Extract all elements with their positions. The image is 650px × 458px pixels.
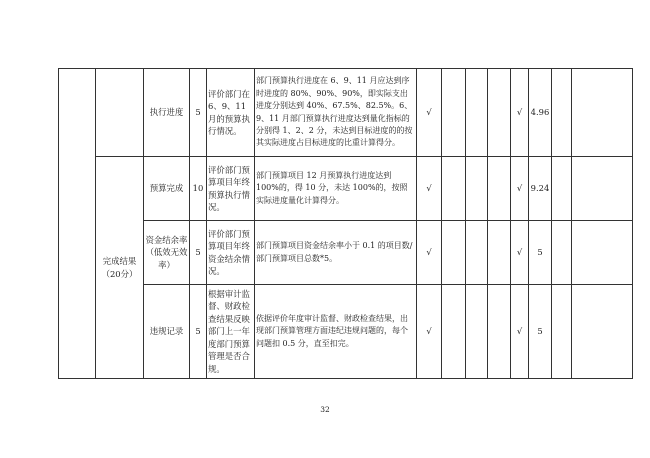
score-cell: 5 <box>190 69 207 157</box>
content-cell: 评价部门在6、9、11月的预算执行情况。 <box>207 69 255 157</box>
empty-cell <box>572 69 633 157</box>
standard-cell: 部门预算执行进度在 6、9、11 月应达到序时进度的 80%、90%、90%，即实际支出进度分别达到 40%、67.5%、82.5%。6、9、11 月部门预算执行进度达到量化指标的分别得 1、2、2 分，未达到目标进度的的按其实际进度占目标进度的比重计算得分。 <box>255 69 417 157</box>
standard-cell: 部门预算项目 12 月预算执行进度达到 100%的，得 10 分，未达 100%的，按照实际进度量化计算得分。 <box>255 157 417 221</box>
check-cell: √ <box>417 221 442 285</box>
score-cell: 10 <box>190 157 207 221</box>
empty-cell <box>572 157 633 221</box>
empty-cell <box>552 221 572 285</box>
empty-cell <box>442 285 466 379</box>
page-number: 32 <box>320 405 330 414</box>
result-cell: 5 <box>529 285 552 379</box>
table-row <box>59 157 633 221</box>
check-cell: √ <box>511 69 529 157</box>
empty-cell <box>552 69 572 157</box>
empty-cell <box>552 157 572 221</box>
empty-cell <box>466 69 488 157</box>
empty-cell <box>442 157 466 221</box>
empty-cell <box>488 69 511 157</box>
table-row <box>59 69 633 157</box>
result-cell: 9.24 <box>529 157 552 221</box>
result-cell: 4.96 <box>529 69 552 157</box>
indicator-cell: 资金结余率（低效无效率） <box>144 221 190 285</box>
empty-cell <box>488 285 511 379</box>
standard-cell: 部门预算项目资金结余率小于 0.1 的项目数/部门预算项目总数*5。 <box>255 221 417 285</box>
empty-cell <box>442 221 466 285</box>
empty-cell <box>552 285 572 379</box>
check-cell: √ <box>417 69 442 157</box>
content-cell: 评价部门预算项目年终预算执行情况。 <box>207 157 255 221</box>
check-cell: √ <box>511 157 529 221</box>
empty-cell <box>466 221 488 285</box>
empty-cell <box>572 285 633 379</box>
empty-category-cell <box>96 69 144 157</box>
empty-cell <box>488 157 511 221</box>
empty-cell <box>466 157 488 221</box>
content-cell: 评价部门预算项目年终资金结余情况。 <box>207 221 255 285</box>
evaluation-table <box>58 68 633 379</box>
level1-category-cell <box>59 69 96 379</box>
table-row <box>59 285 633 379</box>
score-cell: 5 <box>190 221 207 285</box>
empty-cell <box>572 221 633 285</box>
check-cell: √ <box>511 221 529 285</box>
indicator-cell: 预算完成 <box>144 157 190 221</box>
check-cell: √ <box>417 157 442 221</box>
indicator-cell: 违规记录 <box>144 285 190 379</box>
content-cell: 根据审计监督、财政检查结果反映部门上一年度部门预算管理是否合规。 <box>207 285 255 379</box>
indicator-cell: 执行进度 <box>144 69 190 157</box>
check-cell: √ <box>511 285 529 379</box>
standard-cell: 依据评价年度审计监督、财政检查结果，出现部门预算管理方面违纪违规问题的，每个问题扣 0.5 分，直至扣完。 <box>255 285 417 379</box>
score-cell: 5 <box>190 285 207 379</box>
check-cell: √ <box>417 285 442 379</box>
empty-cell <box>488 221 511 285</box>
empty-cell <box>466 285 488 379</box>
empty-cell <box>442 69 466 157</box>
category-cell: 完成结果（20分） <box>96 157 144 379</box>
table-row <box>59 221 633 285</box>
result-cell: 5 <box>529 221 552 285</box>
